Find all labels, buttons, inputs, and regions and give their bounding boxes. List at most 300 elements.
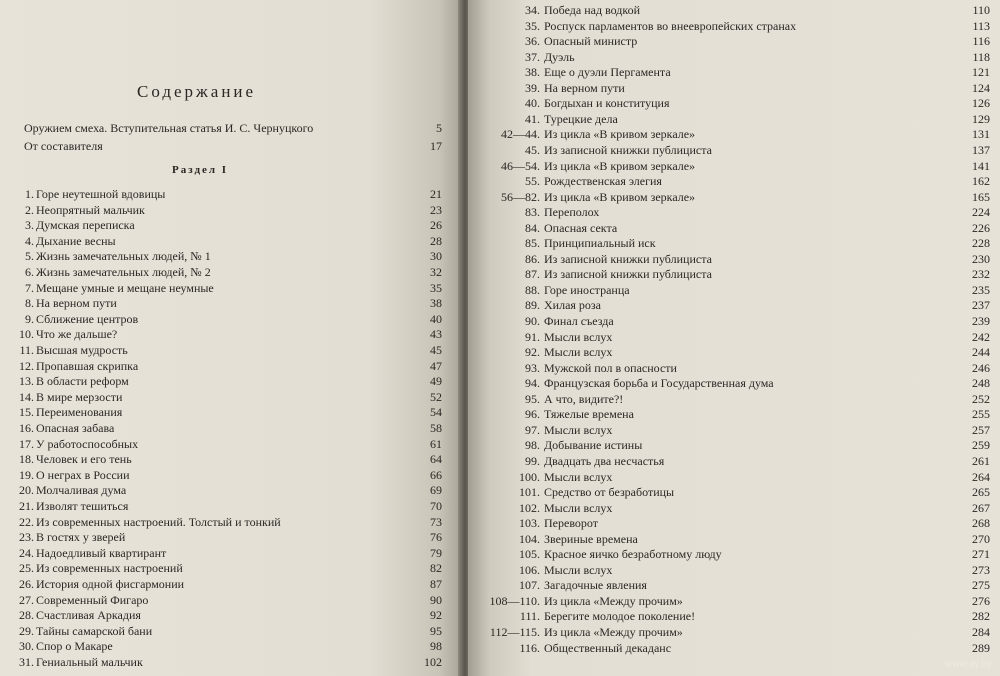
entry-page: 252 (972, 391, 990, 406)
entry-title: Дыхание весны (36, 233, 116, 248)
entry-number: 95. (525, 391, 540, 406)
toc-entry (476, 608, 990, 624)
entry-number: 88. (525, 282, 540, 297)
toc-entry (8, 342, 442, 358)
entry-title: Жизнь замечательных людей, № 2 (36, 265, 211, 279)
toc-entry (476, 406, 990, 422)
entry-page: 289 (972, 640, 990, 655)
entry-number: 104. (519, 531, 540, 546)
toc-entry (8, 545, 442, 561)
toc-entry (476, 546, 990, 562)
entry-number: 96. (525, 407, 540, 422)
entry-page: 257 (972, 422, 990, 437)
entry-number: 13. (19, 374, 34, 389)
entry-page: 64 (430, 452, 442, 467)
entry-page: 17 (430, 139, 442, 153)
toc-entry (476, 49, 990, 65)
toc-entry (8, 592, 442, 608)
entry-title: Мысли вслух (544, 329, 613, 344)
entry-number: 15. (19, 405, 34, 420)
entry-number: 45. (525, 142, 540, 157)
entry-page: 244 (972, 345, 990, 360)
entry-page: 43 (430, 327, 442, 342)
entry-title: Современный Фигаро (36, 592, 149, 607)
entry-number: 24. (19, 545, 34, 560)
toc-entry (476, 453, 990, 469)
watermark: www.ay.by (944, 659, 992, 670)
entry-title: Дуэль (544, 49, 575, 64)
entry-number: 39. (525, 80, 540, 95)
entry-number: 35. (525, 18, 540, 33)
entry-page: 73 (430, 514, 442, 529)
toc-entry (476, 375, 990, 391)
entry-title: Добывание истины (544, 438, 643, 453)
entry-number: 42—44. (501, 127, 540, 142)
entry-title: Мысли вслух (544, 469, 613, 484)
toc-entry (476, 80, 990, 96)
entry-page: 35 (430, 280, 442, 295)
entry-title: Что же дальше? (36, 327, 118, 342)
entry-number: 34. (525, 3, 540, 17)
toc-entry (476, 95, 990, 111)
toc-entry (476, 282, 990, 298)
toc-entry (8, 326, 442, 342)
entry-number: 98. (525, 438, 540, 453)
toc-entry (8, 264, 442, 280)
entry-number: 108—110. (489, 593, 540, 608)
entry-number: 41. (525, 111, 540, 126)
entry-title: Тяжелые времена (544, 407, 634, 422)
entry-page: 66 (430, 467, 442, 482)
entry-title: Молчаливая дума (36, 483, 127, 498)
entry-title: На верном пути (544, 80, 625, 95)
toc-entry (24, 120, 442, 136)
toc-entry (8, 389, 442, 405)
entry-page: 118 (972, 49, 990, 64)
toc-entry (8, 451, 442, 467)
entry-page: 271 (972, 547, 990, 562)
entry-title: Мысли вслух (544, 500, 613, 515)
entry-title: Высшая мудрость (36, 343, 128, 357)
entry-number: 116. (519, 640, 540, 655)
entry-number: 46—54. (501, 158, 540, 173)
entry-title: Берегите молодое поколение! (544, 609, 696, 624)
toc-entry (476, 562, 990, 578)
entry-title: Из цикла «В кривом зеркале» (544, 127, 696, 142)
entry-title: Опасный министр (544, 34, 638, 49)
entry-number: 37. (525, 49, 540, 64)
entry-number: 107. (519, 578, 540, 593)
toc-entry (8, 186, 442, 202)
toc-entry (8, 404, 442, 420)
toc-entry (8, 358, 442, 374)
entry-number: 8. (25, 296, 34, 311)
entry-title: Неопрятный мальчик (36, 202, 145, 217)
entry-title: Еще о дуэли Пергамента (544, 65, 671, 80)
toc-entry (476, 189, 990, 205)
entry-page: 47 (430, 358, 442, 373)
entry-page: 124 (972, 80, 990, 95)
entry-page: 270 (972, 531, 990, 546)
entry-number: 25. (19, 561, 34, 576)
entry-page: 129 (972, 111, 990, 126)
entry-title: Оружием смеха. Вступительная статья И. С. Чернуцкого (24, 121, 314, 135)
entry-page: 237 (972, 298, 990, 313)
entry-number: 94. (525, 376, 540, 391)
entry-title: Мысли вслух (544, 422, 613, 437)
entry-page: 98 (430, 639, 442, 654)
entry-number: 85. (525, 236, 540, 251)
entry-number: 97. (525, 422, 540, 437)
entry-title: Горе иностранца (544, 282, 630, 297)
toc-entry (476, 593, 990, 609)
toc-entry (8, 654, 442, 670)
entry-title: Переименования (36, 405, 123, 420)
entry-number: 27. (19, 592, 34, 607)
toc-entry (8, 248, 442, 264)
entry-title: Мещане умные и мещане неумные (36, 280, 214, 295)
toc-entry (476, 640, 990, 656)
entry-page: 141 (972, 158, 990, 173)
toc-entry (8, 311, 442, 327)
entry-title: Опасная забава (36, 421, 115, 435)
entry-title: Двадцать два несчастья (544, 453, 665, 468)
toc-entry (8, 623, 442, 639)
entry-page: 92 (430, 608, 442, 623)
entry-title: История одной фисгармонии (36, 577, 185, 591)
toc-entry (476, 344, 990, 360)
entry-title: Турецкие дела (544, 111, 618, 126)
toc-entry (476, 422, 990, 438)
toc-entry (8, 576, 442, 592)
entry-title: Горе неутешной вдовицы (36, 187, 166, 201)
entry-title: Из записной книжки публициста (544, 267, 712, 282)
entry-title: Звериные времена (544, 531, 638, 546)
entry-title: Сближение центров (36, 311, 139, 326)
toc-entry (476, 251, 990, 267)
entry-number: 20. (19, 483, 34, 498)
entry-title: Из записной книжки публициста (544, 142, 712, 157)
entry-page: 32 (430, 265, 442, 279)
entry-number: 30. (19, 639, 34, 654)
entry-number: 92. (525, 345, 540, 360)
entry-number: 17. (19, 436, 34, 451)
entry-page: 131 (972, 127, 990, 142)
entry-page: 162 (972, 174, 990, 189)
toc-entry (476, 111, 990, 127)
entry-page: 267 (972, 500, 990, 515)
entry-title: В мире мерзости (36, 389, 123, 404)
entry-title: Жизнь замечательных людей, № 1 (36, 249, 211, 264)
entry-title: Загадочные явления (544, 578, 647, 593)
entry-number: 14. (19, 389, 34, 404)
entry-number: 105. (519, 547, 540, 562)
entry-number: 102. (519, 500, 540, 515)
entry-number: 99. (525, 453, 540, 468)
toc-entry (476, 126, 990, 142)
entry-number: 10. (19, 327, 34, 342)
entry-page: 121 (972, 65, 990, 80)
entry-title: Опасная секта (544, 220, 618, 235)
entry-number: 28. (19, 608, 34, 623)
toc-entry (476, 329, 990, 345)
toc-entry (8, 482, 442, 498)
entry-number: 3. (25, 218, 34, 233)
toc-entry (476, 437, 990, 453)
entry-number: 36. (525, 34, 540, 49)
entry-title: Надоедливый квартирант (36, 545, 167, 560)
entry-title: Финал съезда (544, 314, 614, 328)
entry-page: 224 (972, 205, 990, 220)
entry-page: 273 (972, 562, 990, 577)
toc-entry (8, 202, 442, 218)
toc-entry (476, 484, 990, 500)
entry-title: Переполох (544, 205, 600, 220)
entry-page: 137 (972, 142, 990, 157)
entry-title: Победа над водкой (544, 3, 641, 17)
toc-entry (476, 391, 990, 407)
entry-title: Думская переписка (36, 218, 135, 233)
entry-page: 226 (972, 220, 990, 235)
entry-title: Мысли вслух (544, 562, 613, 577)
entry-number: 87. (525, 267, 540, 282)
toc-entry (476, 266, 990, 282)
entry-title: В гостях у зверей (36, 530, 126, 545)
entry-number: 18. (19, 452, 34, 467)
entry-page: 70 (430, 499, 442, 513)
entry-title: О неграх в России (36, 467, 130, 482)
section-heading: Раздел I (172, 164, 229, 176)
entry-page: 23 (430, 202, 442, 217)
entry-page: 45 (430, 343, 442, 357)
entry-number: 1. (25, 187, 34, 201)
entry-page: 28 (430, 233, 442, 248)
entry-title: Французская борьба и Государственная дума (544, 376, 774, 391)
entry-page: 26 (430, 218, 442, 233)
entry-page: 230 (972, 251, 990, 266)
entry-page: 38 (430, 296, 442, 311)
entry-title: Из цикла «В кривом зеркале» (544, 189, 696, 204)
entry-number: 89. (525, 298, 540, 313)
entry-title: Из цикла «Между прочим» (544, 625, 683, 639)
entry-page: 259 (972, 438, 990, 453)
right-page (468, 0, 1000, 676)
toc-entry (8, 217, 442, 233)
entry-title: Средство от безработицы (544, 485, 675, 500)
toc-entry (476, 173, 990, 189)
entry-page: 69 (430, 483, 442, 498)
entry-title: Пропавшая скрипка (36, 358, 139, 373)
toc-entry (476, 64, 990, 80)
entry-number: 101. (519, 485, 540, 500)
entry-number: 6. (25, 265, 34, 279)
entry-number: 11. (19, 343, 34, 357)
toc-entry (476, 577, 990, 593)
entry-title: Гениальный мальчик (36, 655, 143, 669)
entry-title: Принципиальный иск (544, 236, 656, 251)
toc-entry (8, 529, 442, 545)
toc-entry (476, 297, 990, 313)
entry-title: Из цикла «В кривом зеркале» (544, 158, 696, 173)
toc-entry (476, 500, 990, 516)
entry-page: 276 (972, 593, 990, 608)
entry-page: 102 (424, 655, 442, 669)
entry-page: 54 (430, 405, 442, 420)
entry-title: Из цикла «Между прочим» (544, 593, 683, 608)
entry-number: 83. (525, 205, 540, 220)
entry-number: 90. (525, 314, 540, 328)
toc-entry (8, 638, 442, 654)
toc-entry (476, 360, 990, 376)
entry-number: 31. (19, 655, 34, 669)
entry-number: 100. (519, 469, 540, 484)
entry-title: Тайны самарской бани (36, 623, 153, 638)
entry-title: Изволят тешиться (36, 499, 129, 513)
entry-number: 55. (525, 174, 540, 189)
entry-page: 235 (972, 282, 990, 297)
toc-entry (8, 436, 442, 452)
entry-page: 268 (972, 516, 990, 531)
entry-title: Рождественская элегия (544, 174, 662, 189)
entry-number: 40. (525, 96, 540, 111)
toc-entry (24, 138, 442, 154)
toc-entry (8, 373, 442, 389)
entry-page: 228 (972, 236, 990, 251)
toc-entry (476, 2, 990, 18)
entry-page: 261 (972, 453, 990, 468)
entry-title: Мысли вслух (544, 345, 613, 360)
entry-number: 111. (519, 609, 540, 624)
entry-number: 93. (525, 360, 540, 375)
entry-page: 49 (430, 374, 442, 389)
entry-number: 9. (25, 311, 34, 326)
entry-page: 58 (430, 421, 442, 435)
entry-page: 79 (430, 545, 442, 560)
entry-page: 5 (436, 121, 442, 135)
entry-title: Переворот (544, 516, 598, 531)
entry-number: 86. (525, 251, 540, 266)
entry-number: 4. (25, 233, 34, 248)
toc-entry (476, 18, 990, 34)
entry-page: 282 (972, 609, 990, 624)
entry-number: 16. (19, 421, 34, 435)
entry-title: Человек и его тень (36, 452, 132, 467)
entry-title: На верном пути (36, 296, 117, 311)
entry-page: 265 (972, 485, 990, 500)
toc-entry (476, 235, 990, 251)
entry-title: Красное яичко безработному люду (544, 547, 722, 562)
entry-page: 264 (972, 469, 990, 484)
entry-title: Из современных настроений. Толстый и тонкий (36, 514, 281, 529)
toc-entry (8, 280, 442, 296)
entry-page: 248 (972, 376, 990, 391)
entry-number: 23. (19, 530, 34, 545)
entry-page: 61 (430, 436, 442, 451)
entry-title: От составителя (24, 139, 103, 153)
entry-title: У работоспособных (36, 436, 139, 451)
toc-entry (476, 204, 990, 220)
entry-title: Общественный декаданс (544, 640, 672, 655)
entry-title: А что, видите?! (544, 391, 624, 406)
toc-entry (8, 514, 442, 530)
entry-number: 7. (25, 280, 34, 295)
toc-title: Содержание (137, 82, 257, 101)
toc-entry (8, 607, 442, 623)
entry-title: Богдыхан и конституция (544, 96, 670, 111)
entry-page: 239 (972, 314, 990, 328)
toc-entry (476, 515, 990, 531)
entry-number: 19. (19, 467, 34, 482)
entry-number: 56—82. (501, 189, 540, 204)
toc-entry (476, 142, 990, 158)
entry-title: Хилая роза (544, 298, 601, 313)
entry-number: 106. (519, 562, 540, 577)
entry-number: 29. (19, 623, 34, 638)
entry-title: Мужской пол в опасности (544, 360, 677, 375)
toc-entry (476, 33, 990, 49)
entry-page: 90 (430, 592, 442, 607)
toc-entry (476, 313, 990, 329)
entry-page: 246 (972, 360, 990, 375)
toc-entry (8, 467, 442, 483)
toc-entry (8, 295, 442, 311)
toc-entry (476, 469, 990, 485)
entry-title: Роспуск парламентов во внеевропейских странах (544, 18, 797, 33)
entry-title: В области реформ (36, 374, 129, 389)
entry-title: Из записной книжки публициста (544, 251, 712, 266)
entry-number: 112—115. (489, 625, 540, 639)
entry-page: 76 (430, 530, 442, 545)
entry-title: Из современных настроений (36, 561, 183, 576)
entry-number: 91. (525, 329, 540, 344)
entry-page: 232 (972, 267, 990, 282)
entry-number: 21. (19, 499, 34, 513)
entry-number: 103. (519, 516, 540, 531)
entry-number: 2. (25, 202, 34, 217)
entry-page: 40 (430, 311, 442, 326)
entry-number: 5. (25, 249, 34, 264)
entry-page: 284 (972, 625, 990, 639)
entry-page: 82 (430, 561, 442, 576)
entry-title: Счастливая Аркадия (36, 608, 141, 623)
entry-page: 116 (972, 34, 990, 49)
entry-page: 126 (972, 96, 990, 111)
entry-page: 52 (430, 389, 442, 404)
entry-number: 26. (19, 577, 34, 591)
entry-page: 21 (430, 187, 442, 201)
entry-page: 110 (972, 3, 990, 17)
toc-entry (476, 158, 990, 174)
entry-page: 275 (972, 578, 990, 593)
left-page (0, 0, 462, 676)
entry-page: 165 (972, 189, 990, 204)
entry-page: 87 (430, 577, 442, 591)
entry-title: Спор о Макаре (36, 639, 113, 654)
entry-number: 84. (525, 220, 540, 235)
entry-number: 38. (525, 65, 540, 80)
entry-page: 30 (430, 249, 442, 264)
toc-entry (476, 624, 990, 640)
toc-entry (476, 220, 990, 236)
entry-number: 22. (19, 514, 34, 529)
toc-entry (8, 498, 442, 514)
toc-entry (8, 420, 442, 436)
toc-entry (8, 233, 442, 249)
entry-number: 12. (19, 358, 34, 373)
entry-page: 95 (430, 623, 442, 638)
entry-page: 113 (972, 18, 990, 33)
entry-page: 242 (972, 329, 990, 344)
